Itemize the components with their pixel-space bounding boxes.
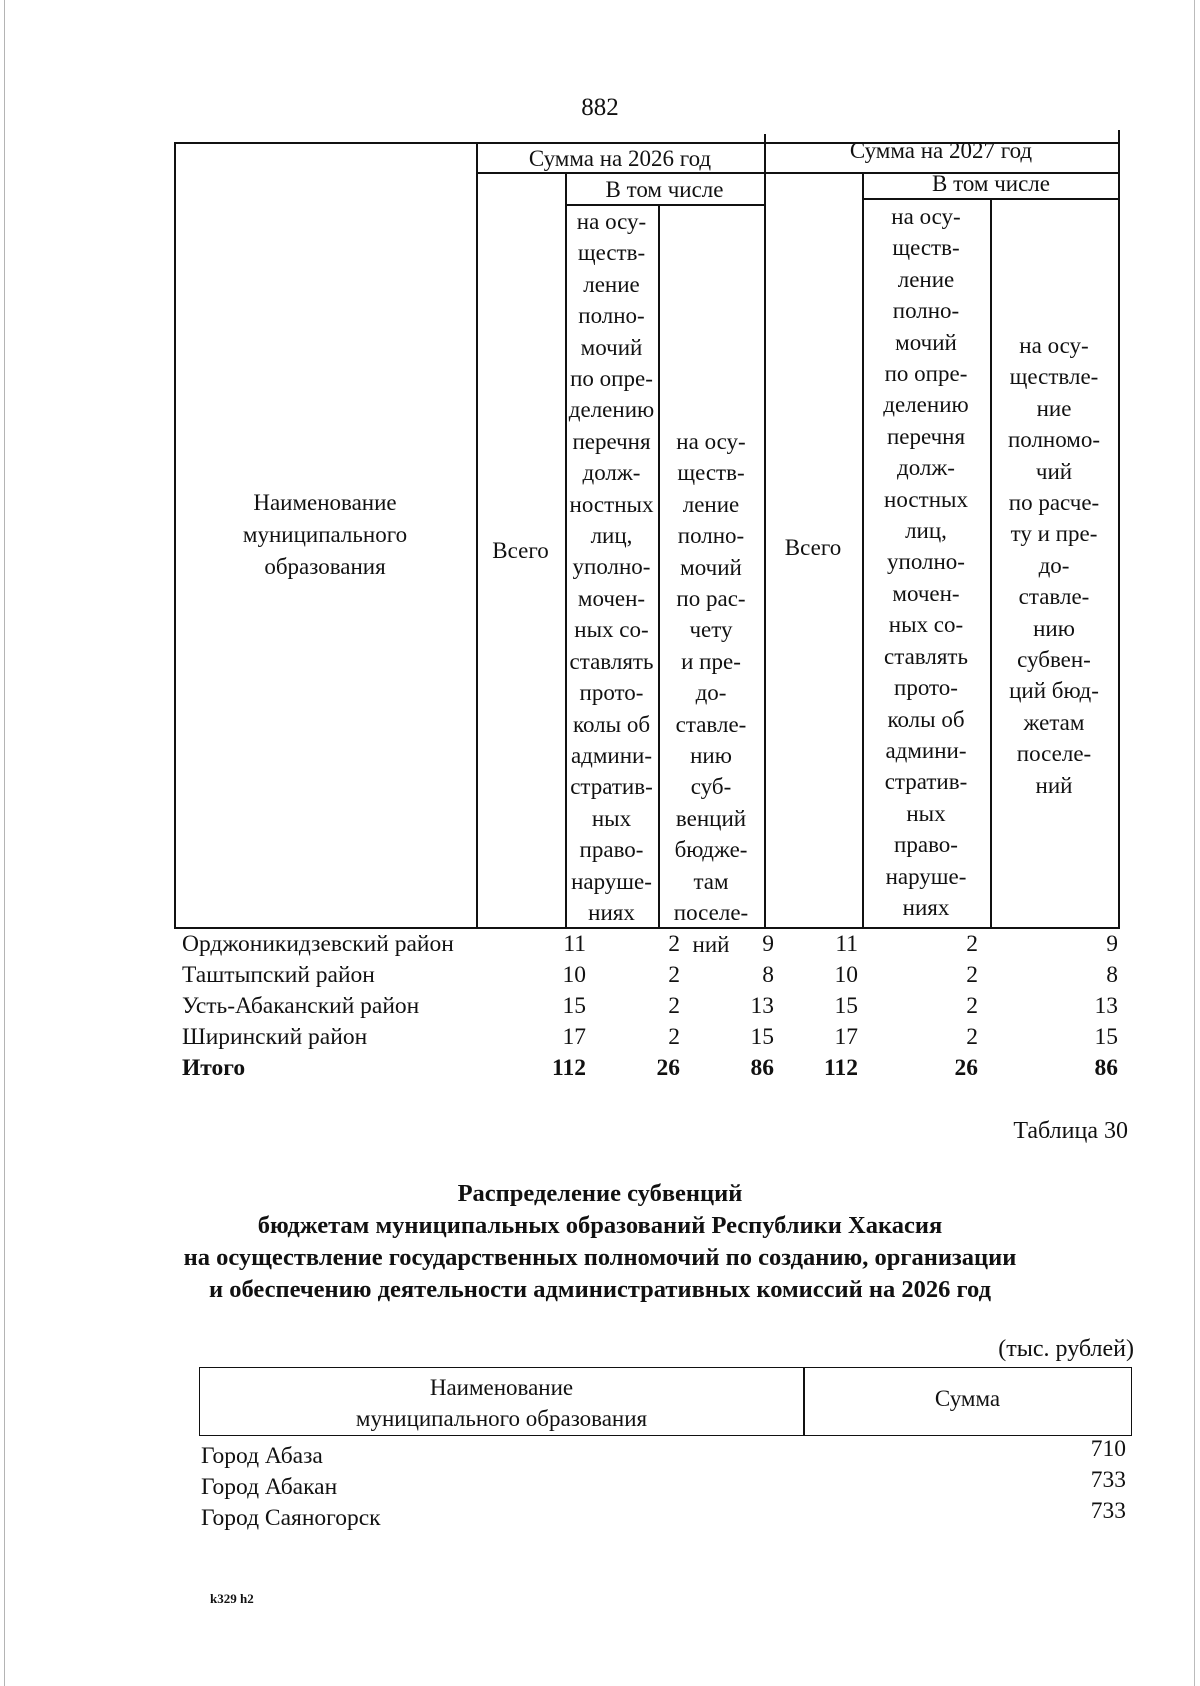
header-sum-2027: Сумма на 2027 год xyxy=(849,138,1033,163)
table-row xyxy=(199,1498,1132,1534)
cell-total-2026: 10 xyxy=(562,962,586,988)
header-including-2027: В том числе xyxy=(932,171,1050,196)
row-municipality: Город Абакан xyxy=(201,1474,338,1500)
header-subventions-2026: на осу- ществ- ление полно- мочий по рас- чету и пре- до- ставле- нию суб- венций бюдже- там поселе- ний xyxy=(673,429,749,957)
cell-sum: 733 xyxy=(1090,1467,1126,1493)
header-including-2026: В том числе xyxy=(605,177,724,202)
row-municipality: Усть-Абаканский район xyxy=(182,993,420,1019)
table-row xyxy=(199,1467,1132,1503)
scan-border-left xyxy=(4,0,5,1686)
header-total-2027: Всего xyxy=(784,535,842,560)
table-row xyxy=(174,929,1120,960)
cell-subventions-2026: 13 xyxy=(750,993,774,1019)
cell-subventions-2027: 86 xyxy=(1094,1055,1118,1081)
cell-subventions-2026: 8 xyxy=(762,962,774,988)
document-code: k329 h2 xyxy=(210,1591,254,1606)
table-row xyxy=(174,991,1120,1022)
cell-total-2027: 11 xyxy=(835,931,858,957)
cell-subventions-2026: 86 xyxy=(750,1055,774,1081)
page-number: 882 xyxy=(581,94,619,121)
table-row xyxy=(199,1436,1132,1472)
table-title: Распределение субвенций бюджетам муниципальных образований Республики Хакасия на осуществление государственных полномочий по созданию, организации и обеспечению деятельности административных комиссий на 2026 год xyxy=(183,1180,1017,1303)
cell-total-2027: 112 xyxy=(824,1055,858,1081)
cell-total-2026: 15 xyxy=(562,993,586,1019)
cell-protocols-2026: 2 xyxy=(668,1024,680,1050)
header-total-2026: Всего xyxy=(492,538,549,563)
header-protocols-2027: на осу- ществ- ление полно- мочий по опре- делению перечня долж- ностных лиц, уполно- мочен- ных со- ставлять прото- колы об админи- стратив- ных право- наруше- ниях xyxy=(883,204,969,920)
units-note: (тыс. рублей) xyxy=(998,1336,1134,1362)
header-sum-2026: Сумма на 2026 год xyxy=(528,146,712,171)
cell-protocols-2027: 2 xyxy=(966,931,978,957)
cell-total-2027: 10 xyxy=(834,962,858,988)
cell-protocols-2026: 2 xyxy=(668,993,680,1019)
cell-total-2026: 17 xyxy=(562,1024,586,1050)
table-number: Таблица 30 xyxy=(1013,1118,1128,1144)
table-row xyxy=(174,1022,1120,1053)
cell-subventions-2027: 15 xyxy=(1094,1024,1118,1050)
cell-subventions-2026: 15 xyxy=(750,1024,774,1050)
cell-protocols-2027: 2 xyxy=(966,962,978,988)
row-municipality: Город Абаза xyxy=(201,1443,323,1469)
cell-protocols-2027: 2 xyxy=(966,993,978,1019)
header-sum: Сумма xyxy=(934,1386,1001,1411)
column-divider xyxy=(764,134,766,928)
header-municipality: Наименование муниципального образования xyxy=(355,1375,648,1431)
header-subventions-2027: на осу- ществле- ние полномо- чий по расче- ту и пре- до- ставле- нию субвен- ций бюд- жетам поселе- ний xyxy=(1007,333,1101,798)
table-border-right xyxy=(1118,130,1120,928)
header-protocols-2026: на осу- ществ- ление полно- мочий по опре- делению перечня долж- ностных лиц, уполно- мочен- ных со- ставлять прото- колы об админи- стратив- ных право- наруше- ниях xyxy=(568,209,655,925)
cell-total-2027: 17 xyxy=(834,1024,858,1050)
table1-body xyxy=(174,929,1120,1089)
subventions-table-header xyxy=(199,1367,1132,1436)
cell-subventions-2027: 13 xyxy=(1094,993,1118,1019)
cell-protocols-2026: 26 xyxy=(656,1055,680,1081)
cell-protocols-2026: 2 xyxy=(668,962,680,988)
cell-total-2026: 11 xyxy=(563,931,586,957)
row-municipality: Орджоникидзевский район xyxy=(182,931,454,957)
row-municipality: Город Саяногорск xyxy=(201,1505,381,1531)
row-municipality: Ширинский район xyxy=(182,1024,368,1050)
cell-subventions-2027: 8 xyxy=(1106,962,1118,988)
total-row xyxy=(174,1053,1120,1084)
row-municipality: Таштыпский район xyxy=(182,962,375,988)
cell-protocols-2027: 2 xyxy=(966,1024,978,1050)
header-municipality: Наименование муниципального образования xyxy=(242,490,408,579)
cell-sum: 710 xyxy=(1090,1436,1126,1462)
cell-protocols-2026: 2 xyxy=(668,931,680,957)
scan-border-right xyxy=(1194,0,1195,1686)
cell-total-2027: 15 xyxy=(834,993,858,1019)
cell-subventions-2027: 9 xyxy=(1106,931,1118,957)
cell-total-2026: 112 xyxy=(552,1055,586,1081)
cell-subventions-2026: 9 xyxy=(762,931,774,957)
table-row xyxy=(174,960,1120,991)
cell-sum: 733 xyxy=(1090,1498,1126,1524)
total-label: Итого xyxy=(182,1055,246,1081)
cell-protocols-2027: 26 xyxy=(954,1055,978,1081)
